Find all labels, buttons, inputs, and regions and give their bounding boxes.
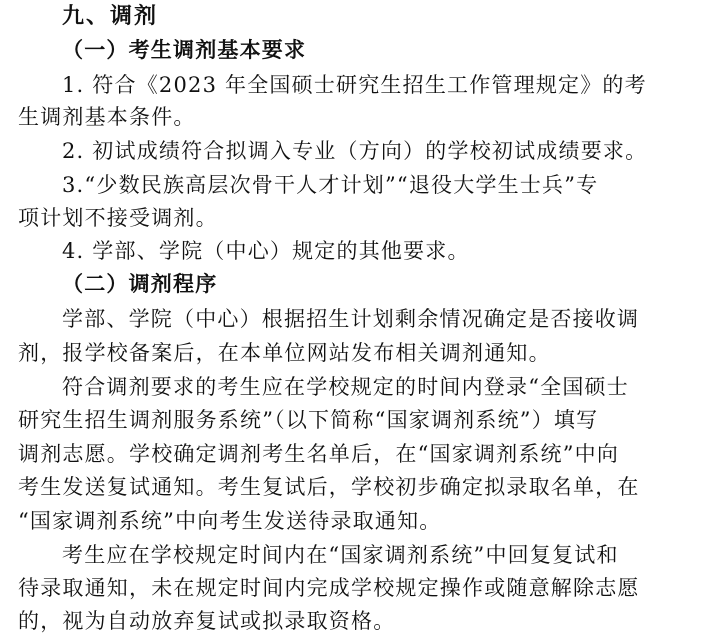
subsection-title-requirements: （一）考生调剂基本要求 <box>62 37 307 62</box>
procedure-paragraph-3-line-1: 考生应在学校规定时间内在“国家调剂系统”中回复复试和 <box>62 543 619 567</box>
procedure-paragraph-2-line-2: 研究生招生调剂服务系统”（以下简称“国家调剂系统”）填写 <box>18 408 599 432</box>
procedure-paragraph-2-line-3: 调剂志愿。学校确定调剂考生名单后，在“国家调剂系统”中向 <box>18 442 620 466</box>
requirement-3-line-1: 3.“少数民族高层次骨干人才计划”“退役大学生士兵”专 <box>62 173 599 197</box>
procedure-paragraph-3-line-2: 待录取通知，未在规定时间内完成学校规定操作或随意解除志愿 <box>18 576 640 600</box>
requirement-1-line-2: 生调剂基本条件。 <box>18 105 196 129</box>
subsection-title-procedure: （二）调剂程序 <box>62 271 218 296</box>
procedure-paragraph-3-line-3: 的，视为自动放弃复试或拟录取资格。 <box>18 609 396 633</box>
requirement-3-line-2: 项计划不接受调剂。 <box>18 206 218 230</box>
requirement-4: 4. 学部、学院（中心）规定的其他要求。 <box>62 239 470 263</box>
section-title: 九、调剂 <box>62 3 159 29</box>
procedure-paragraph-2-line-4: 考生发送复试通知。考生复试后，学校初步确定拟录取名单，在 <box>18 475 640 499</box>
procedure-paragraph-2-line-5: “国家调剂系统”中向考生发送待录取通知。 <box>18 509 442 533</box>
requirement-1-line-1: 1. 符合《2023 年全国硕士研究生招生工作管理规定》的考 <box>62 73 647 97</box>
procedure-paragraph-1-line-1: 学部、学院（中心）根据招生计划剩余情况确定是否接收调 <box>62 307 640 331</box>
procedure-paragraph-2-line-1: 符合调剂要求的考生应在学校规定的时间内登录“全国硕士 <box>62 375 629 399</box>
procedure-paragraph-1-line-2: 剂，报学校备案后，在本单位网站发布相关调剂通知。 <box>18 341 551 365</box>
requirement-2: 2. 初试成绩符合拟调入专业（方向）的学校初试成绩要求。 <box>62 139 648 163</box>
